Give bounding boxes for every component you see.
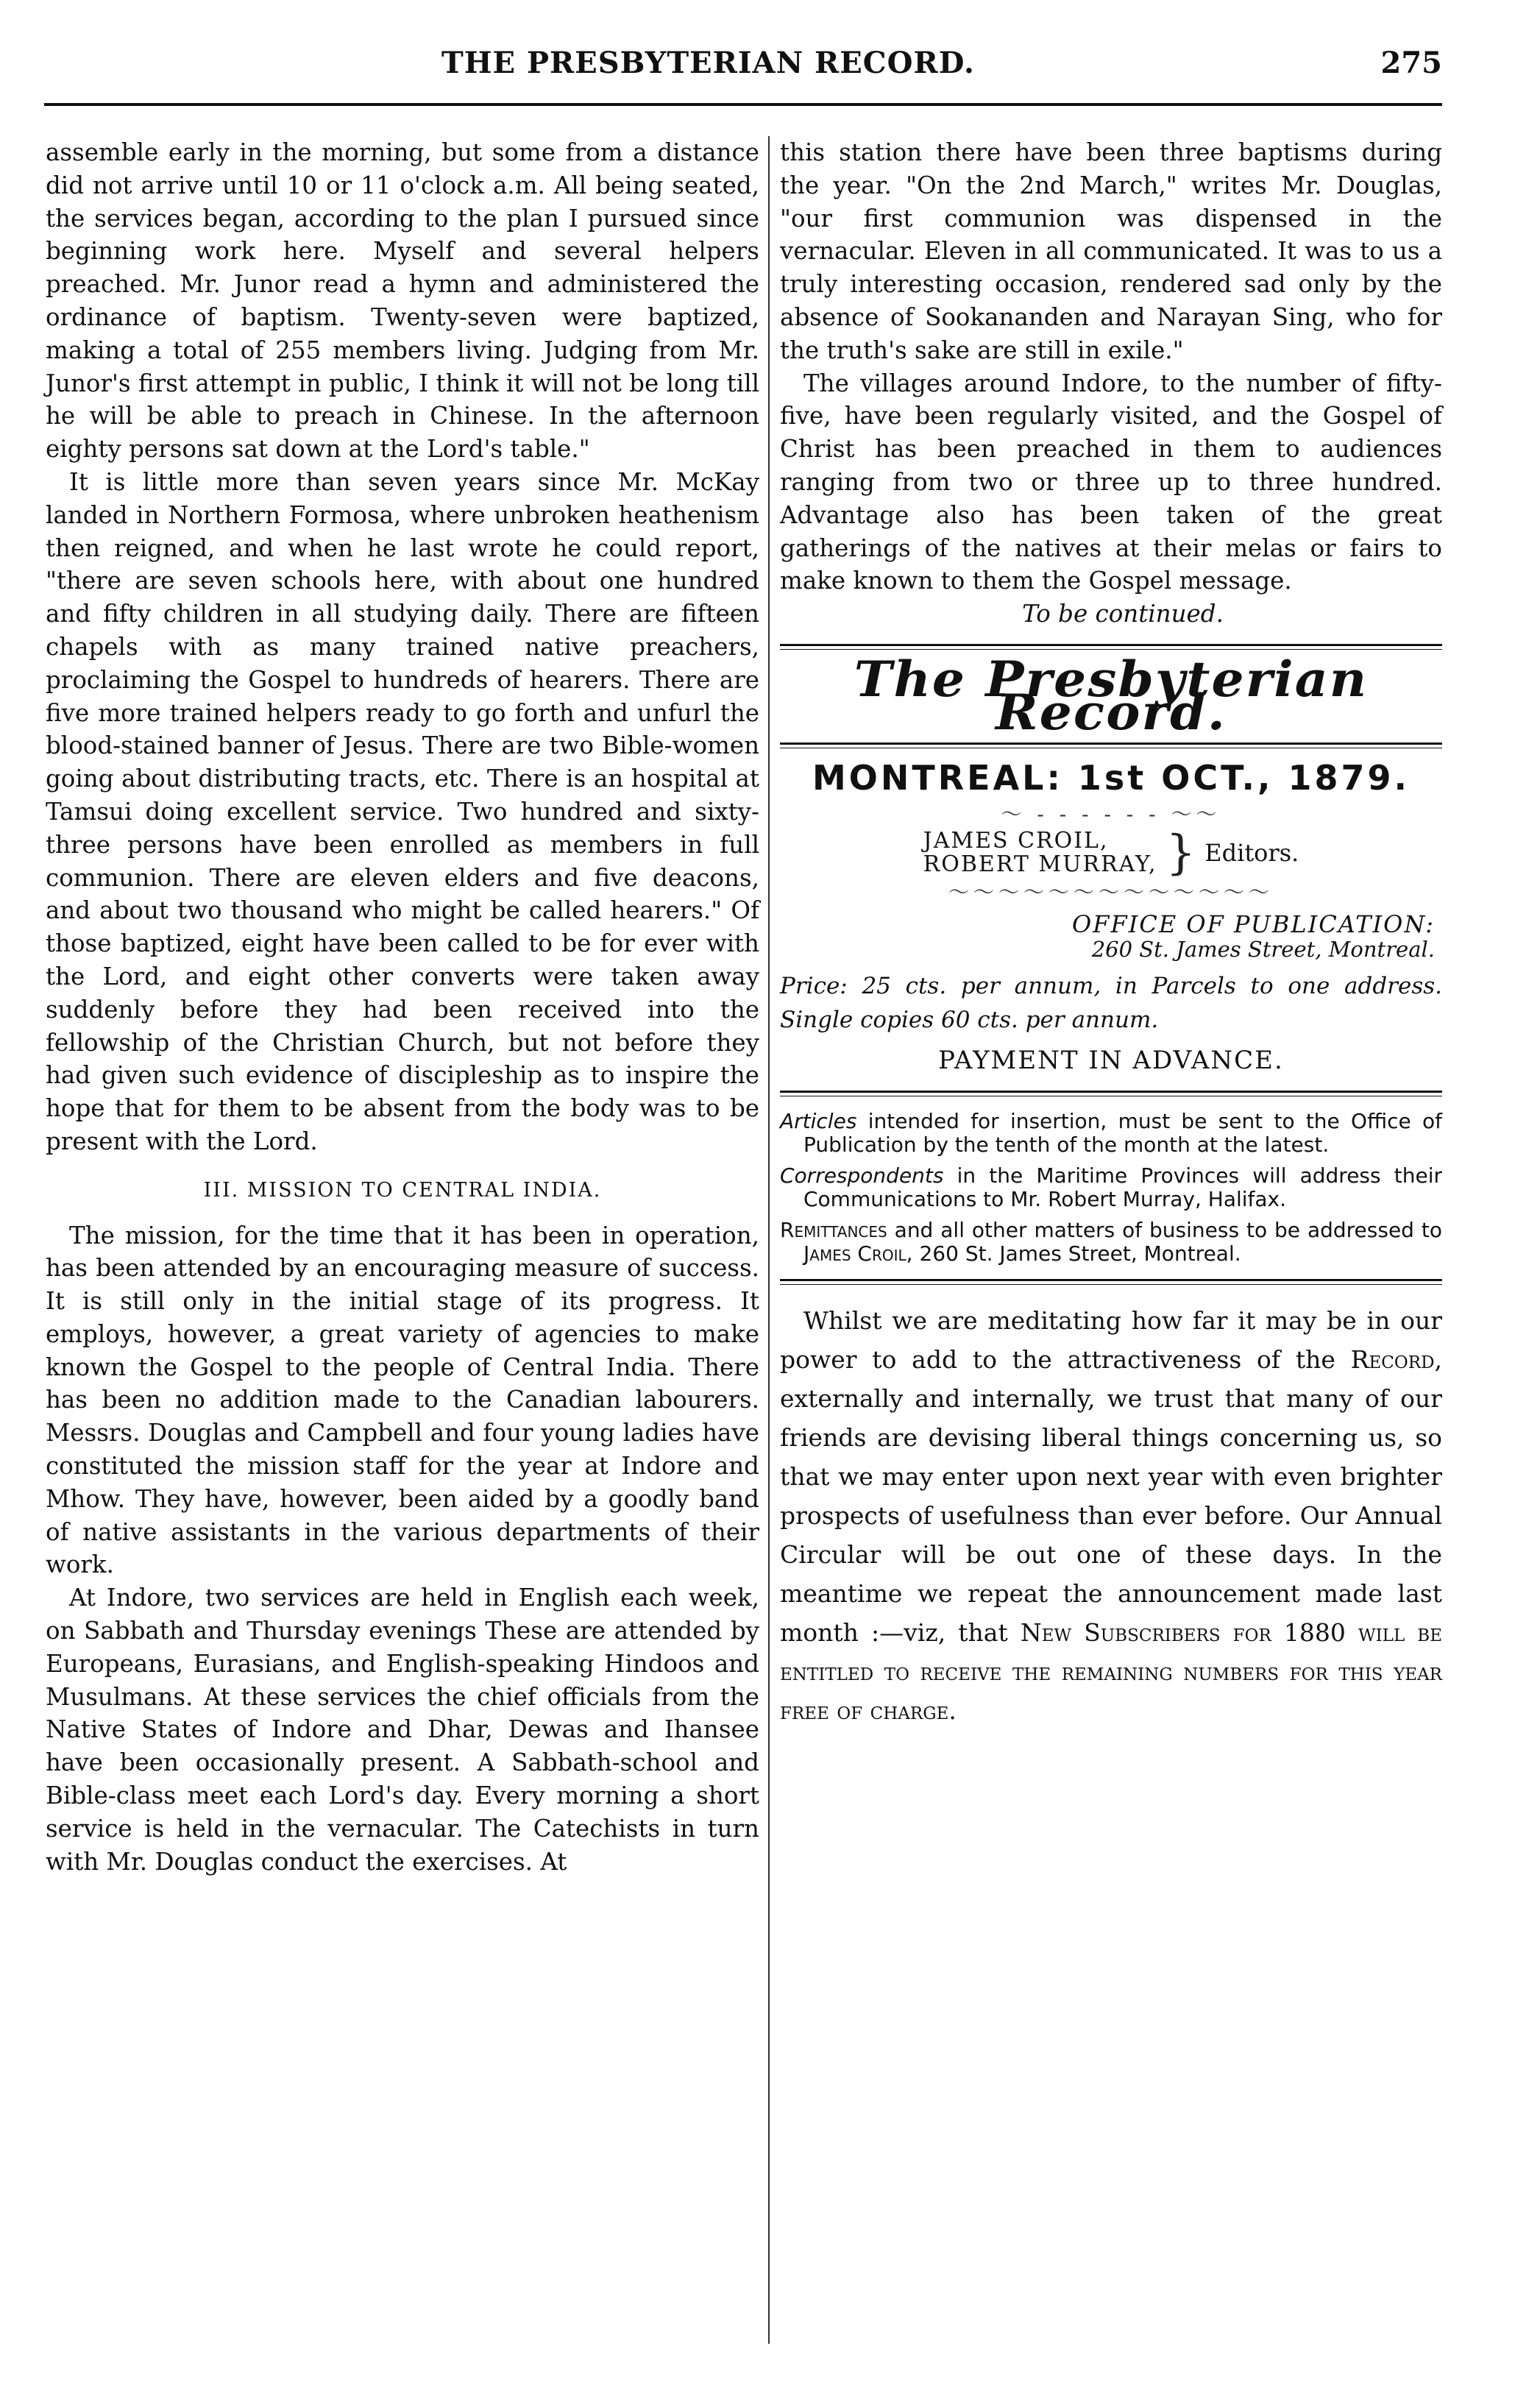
office-address: 260 St. James Street, Montreal. [1091, 937, 1435, 963]
notice-text: intended for insertion, must be sent to the Office of Publication by the tenth of the month at the latest. [803, 1109, 1442, 1158]
paragraph: The villages around Indore, to the number of fifty-five, have been regularly visited, and the Gospel of Christ has been preached in them to audiences ranging from two or three up to three hundred. Advantage also has been taken of the great gatherings of the natives at their melas or fairs to make known to them the Gospel message. [780, 369, 1442, 595]
announcement-caps: New Subscribers for 1880 will be entitled to receive the remaining numbers for this year free of charge. [780, 1618, 1442, 1726]
wavy-divider: 〜 - - - - - - 〜〜 [1001, 802, 1221, 827]
paragraph: At Indore, two services are held in English each week, on Sabbath and Thursday evenings These are attended by Europeans, Eurasians, and English-speaking Hindoos and Musulmans. At these services the chief officials from the Native States of Indore and Dhar, Dewas and Ihansee have been occasionally present. A Sabbath-school and Bible-class meet each Lord's day. Every morning a short service is held in the vernacular. The Catechists in turn with Mr. Douglas conduct the exercises. At [46, 1584, 759, 1876]
notice-lead: Correspondents [780, 1163, 944, 1188]
to-be-continued: To be continued. [1022, 600, 1224, 628]
page-number: 275 [1380, 46, 1442, 80]
masthead: The Presbyterian Record. [854, 650, 1369, 741]
notice-remittances [780, 1219, 1442, 1266]
section-heading: III. MISSION TO CENTRAL INDIA. [203, 1178, 602, 1202]
paragraph: It is little more than seven years since Mr. McKay landed in Northern Formosa, where unbroken heathenism then reigned, and when he last wrote he could report, "there are seven schools here, with about one hundred and fifty children in all studying daily. There are fifteen chapels with as many trained native preachers, proclaiming the Gospel to hundreds of hearers. There are five more trained helpers ready to go forth and unfurl the blood-stained banner of Jesus. There are two Bible-women going about distributing tracts, etc. There is an hospital at Tamsui doing excellent service. Two hundred and sixty-three persons have been enrolled as members in full communion. There are eleven elders and five deacons, and about two thousand who might be called hearers." Of those baptized, eight have been called to be for ever with the Lord, and eight other converts were taken away suddenly before they had been received into the fellowship of the Christian Church, but not before they had given such evidence of discipleship as to inspire the hope that for them to be absent from the body was to be present with the Lord. [46, 467, 759, 1155]
notice-name: James Croil, [803, 1241, 913, 1266]
paragraph: this station there have been three baptisms during the year. "On the 2nd March," writes Mr. Douglas, "our first communion was dispensed in the vernacular. Eleven in all communicated. It was to us a truly interesting occasion, rendered sad only by the absence of Sookananden and Narayan Sing, who for the truth's sake are still in exile." [780, 138, 1442, 364]
office-of-publication [780, 912, 1442, 962]
notice-text: in the Maritime Provinces will address their Communications to Mr. Robert Murray, Halifax. [803, 1163, 1442, 1212]
notice-lead: Remittances [780, 1218, 887, 1243]
editor-name: ROBERT MURRAY, [923, 851, 1157, 878]
office-label: OFFICE OF PUBLICATION: [1072, 910, 1435, 939]
running-title: THE PRESBYTERIAN RECORD. [441, 46, 975, 80]
editors-block [780, 826, 1442, 881]
left-column [46, 136, 759, 1878]
notice-text: and all other matters of business to be addressed to [894, 1218, 1442, 1243]
page-header [44, 44, 1442, 103]
wavy-divider: 〜〜〜〜〜〜〜〜〜〜〜〜〜 [948, 880, 1274, 905]
dateline: MONTREAL: 1st OCT., 1879. [812, 757, 1411, 798]
notice-correspondents [780, 1164, 1442, 1211]
editor-name: JAMES CROIL, [923, 828, 1109, 854]
paragraph: assemble early in the morning, but some from a distance did not arrive until 10 or 11 o'clock a.m. All being seated, the services began, according to the plan I pursued since beginning work here. Myself and several helpers preached. Mr. Junor read a hymn and administered the ordinance of baptism. Twenty-seven were baptized, making a total of 255 members living. Judging from Mr. Junor's first attempt in public, I think it will not be long till he will be able to preach in Chinese. In the afternoon eighty persons sat down at the Lord's table." [46, 138, 759, 464]
record-name: Record, [1350, 1345, 1442, 1375]
header-rule [44, 103, 1442, 106]
payment-notice: PAYMENT IN ADVANCE. [938, 1046, 1284, 1076]
notice-text: 260 St. James Street, Montreal. [919, 1241, 1241, 1266]
editorial-text: externally and internally, we trust that many of our friends are devising liberal things concerning us, so that we may enter upon next year with even brighter prospects of usefulness than ever before. Our Annual Circular will be out one of these days. In the meantime we repeat the announcement made last month :—viz, that [780, 1384, 1442, 1648]
double-rule [780, 1279, 1442, 1285]
right-column [780, 136, 1442, 1730]
editorial-paragraph [780, 1301, 1442, 1730]
notice-articles [780, 1110, 1442, 1157]
brace-icon: } [1165, 826, 1196, 881]
editorial-text: Whilst we are meditating how far it may be in our power to add to the attractiveness of the [780, 1306, 1442, 1375]
paragraph: The mission, for the time that it has been in operation, has been attended by an encouraging measure of success. It is still only in the initial stage of its progress. It employs, however, a great variety of agencies to make known the Gospel to the people of Central India. There has been no addition made to the Canadian labourers. Messrs. Douglas and Campbell and four young ladies have constituted the mission staff for the year at Indore and Mhow. They have, however, been aided by a goodly band of native assistants in the various departments of their work. [46, 1221, 759, 1579]
double-rule [780, 742, 1442, 748]
double-rule [780, 1091, 1442, 1096]
price-line: Price: 25 cts. per annum, in Parcels to one address. Single copies 60 cts. per annum. [780, 973, 1442, 1034]
notice-lead: Articles [780, 1109, 857, 1134]
editors-label: Editors. [1204, 838, 1299, 867]
column-divider [768, 136, 770, 2344]
editor-names [923, 829, 1157, 876]
double-rule [780, 644, 1442, 650]
